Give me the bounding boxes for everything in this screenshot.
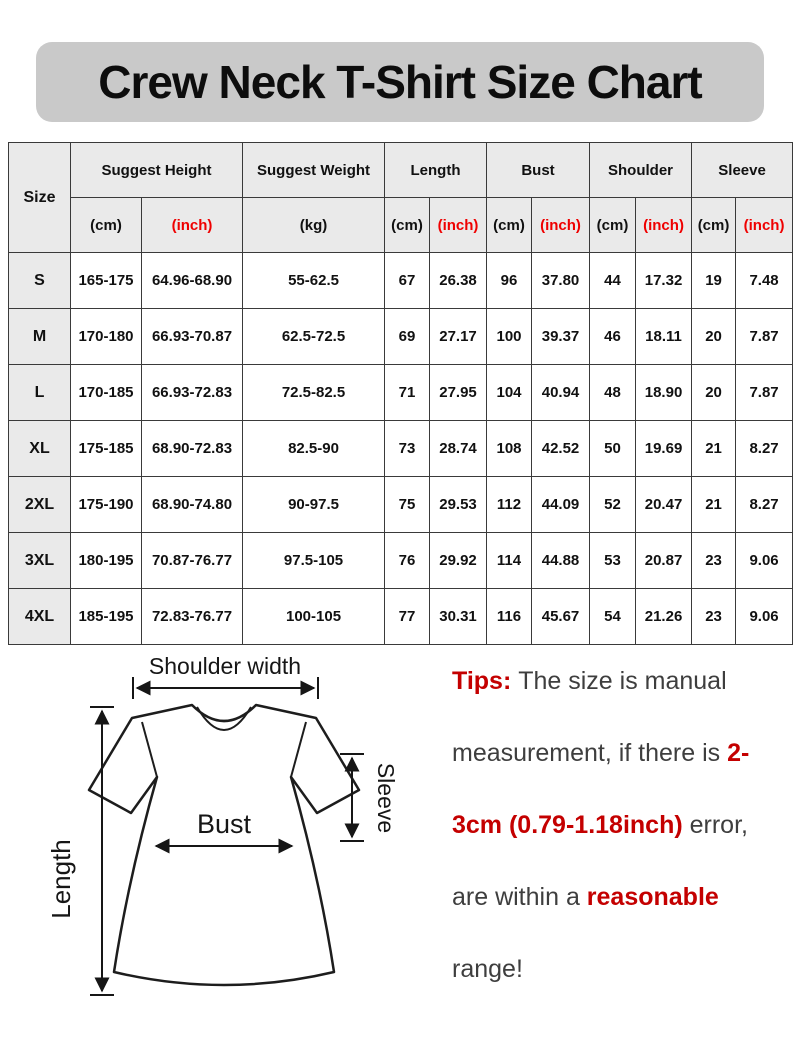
unit-weight-kg: (kg) — [243, 198, 385, 253]
size-label: M — [9, 309, 71, 365]
cell-length-inch: 26.38 — [430, 253, 487, 309]
cell-length-cm: 73 — [385, 421, 430, 477]
unit-height-inch: (inch) — [142, 198, 243, 253]
cell-sleeve-inch: 7.87 — [736, 365, 793, 421]
cell-height-inch: 70.87-76.77 — [142, 533, 243, 589]
header-sleeve: Sleeve — [692, 143, 793, 198]
cell-shoulder-cm: 52 — [590, 477, 636, 533]
size-label: 4XL — [9, 589, 71, 645]
size-label: XL — [9, 421, 71, 477]
tips-line — [452, 933, 797, 1005]
cell-length-cm: 76 — [385, 533, 430, 589]
tips-line — [452, 789, 797, 861]
cell-height-inch: 66.93-72.83 — [142, 365, 243, 421]
cell-sleeve-inch: 7.48 — [736, 253, 793, 309]
cell-shoulder-cm: 48 — [590, 365, 636, 421]
cell-shoulder-cm: 50 — [590, 421, 636, 477]
cell-bust-cm: 96 — [487, 253, 532, 309]
cell-shoulder-inch: 18.90 — [636, 365, 692, 421]
cell-bust-cm: 108 — [487, 421, 532, 477]
cell-shoulder-inch: 18.11 — [636, 309, 692, 365]
tips-segment-red: reasonable — [586, 883, 719, 911]
cell-height-cm: 175-190 — [71, 477, 142, 533]
table-row — [9, 309, 793, 365]
unit-height-cm: (cm) — [71, 198, 142, 253]
size-label: 3XL — [9, 533, 71, 589]
cell-shoulder-cm: 44 — [590, 253, 636, 309]
cell-sleeve-cm: 23 — [692, 589, 736, 645]
sleeve-label: Sleeve — [373, 762, 399, 834]
cell-length-inch: 27.95 — [430, 365, 487, 421]
header-bust: Bust — [487, 143, 590, 198]
tips-line — [452, 645, 797, 717]
cell-bust-inch: 44.09 — [532, 477, 590, 533]
shoulder-width-label: Shoulder width — [148, 653, 302, 679]
cell-length-cm: 77 — [385, 589, 430, 645]
header-shoulder: Shoulder — [590, 143, 692, 198]
unit-length-inch: (inch) — [430, 198, 487, 253]
header-suggest-weight: Suggest Weight — [243, 143, 385, 198]
cell-sleeve-cm: 19 — [692, 253, 736, 309]
cell-sleeve-cm: 20 — [692, 309, 736, 365]
cell-length-cm: 69 — [385, 309, 430, 365]
table-row — [9, 365, 793, 421]
tips-line — [452, 861, 797, 933]
unit-shoulder-inch: (inch) — [636, 198, 692, 253]
cell-height-inch: 68.90-74.80 — [142, 477, 243, 533]
cell-height-cm: 175-185 — [71, 421, 142, 477]
cell-height-inch: 66.93-70.87 — [142, 309, 243, 365]
cell-length-inch: 30.31 — [430, 589, 487, 645]
cell-height-inch: 64.96-68.90 — [142, 253, 243, 309]
cell-bust-inch: 45.67 — [532, 589, 590, 645]
cell-height-cm: 185-195 — [71, 589, 142, 645]
cell-bust-cm: 104 — [487, 365, 532, 421]
tips-segment: range! — [452, 955, 523, 983]
cell-height-inch: 68.90-72.83 — [142, 421, 243, 477]
cell-sleeve-inch: 8.27 — [736, 477, 793, 533]
page-title: Crew Neck T-Shirt Size Chart — [98, 56, 702, 108]
cell-sleeve-inch: 7.87 — [736, 309, 793, 365]
cell-bust-cm: 100 — [487, 309, 532, 365]
cell-height-cm: 170-180 — [71, 309, 142, 365]
cell-weight-kg: 82.5-90 — [243, 421, 385, 477]
length-label: Length — [46, 839, 76, 919]
table-row — [9, 533, 793, 589]
tips-segment: The size is manual — [518, 667, 727, 695]
tshirt-diagram-svg — [18, 650, 448, 1038]
cell-sleeve-cm: 20 — [692, 365, 736, 421]
unit-sleeve-inch: (inch) — [736, 198, 793, 253]
cell-weight-kg: 100-105 — [243, 589, 385, 645]
cell-shoulder-cm: 46 — [590, 309, 636, 365]
header-length: Length — [385, 143, 487, 198]
tips-line — [452, 717, 797, 789]
cell-length-inch: 27.17 — [430, 309, 487, 365]
header-suggest-height: Suggest Height — [71, 143, 243, 198]
cell-sleeve-cm: 21 — [692, 421, 736, 477]
cell-length-cm: 67 — [385, 253, 430, 309]
cell-bust-inch: 39.37 — [532, 309, 590, 365]
cell-shoulder-cm: 54 — [590, 589, 636, 645]
cell-shoulder-inch: 19.69 — [636, 421, 692, 477]
title-banner — [36, 42, 764, 122]
cell-length-inch: 29.53 — [430, 477, 487, 533]
cell-height-cm: 165-175 — [71, 253, 142, 309]
tips-prefix: Tips: — [452, 667, 519, 695]
unit-bust-inch: (inch) — [532, 198, 590, 253]
unit-shoulder-cm: (cm) — [590, 198, 636, 253]
tips-text — [452, 645, 797, 1005]
cell-bust-cm: 116 — [487, 589, 532, 645]
tips-segment-red: 3cm (0.79-1.18inch) — [452, 811, 683, 839]
cell-weight-kg: 55-62.5 — [243, 253, 385, 309]
tips-segment-red: 2- — [727, 739, 750, 767]
cell-bust-cm: 112 — [487, 477, 532, 533]
cell-weight-kg: 62.5-72.5 — [243, 309, 385, 365]
cell-weight-kg: 90-97.5 — [243, 477, 385, 533]
cell-weight-kg: 72.5-82.5 — [243, 365, 385, 421]
tips-segment: error, — [682, 811, 748, 839]
size-chart-table — [8, 142, 793, 645]
cell-shoulder-inch: 20.87 — [636, 533, 692, 589]
cell-bust-inch: 42.52 — [532, 421, 590, 477]
table-row — [9, 589, 793, 645]
cell-weight-kg: 97.5-105 — [243, 533, 385, 589]
unit-bust-cm: (cm) — [487, 198, 532, 253]
cell-bust-inch: 37.80 — [532, 253, 590, 309]
unit-sleeve-cm: (cm) — [692, 198, 736, 253]
cell-shoulder-inch: 17.32 — [636, 253, 692, 309]
size-label: S — [9, 253, 71, 309]
cell-sleeve-cm: 21 — [692, 477, 736, 533]
cell-height-cm: 170-185 — [71, 365, 142, 421]
cell-shoulder-inch: 21.26 — [636, 589, 692, 645]
cell-length-cm: 75 — [385, 477, 430, 533]
cell-height-cm: 180-195 — [71, 533, 142, 589]
cell-shoulder-inch: 20.47 — [636, 477, 692, 533]
tips-segment: measurement, if there is — [452, 739, 728, 767]
cell-shoulder-cm: 53 — [590, 533, 636, 589]
cell-height-inch: 72.83-76.77 — [142, 589, 243, 645]
cell-sleeve-inch: 9.06 — [736, 589, 793, 645]
cell-bust-inch: 44.88 — [532, 533, 590, 589]
size-label: L — [9, 365, 71, 421]
cell-sleeve-cm: 23 — [692, 533, 736, 589]
bust-label: Bust — [196, 809, 252, 839]
cell-sleeve-inch: 9.06 — [736, 533, 793, 589]
cell-bust-inch: 40.94 — [532, 365, 590, 421]
cell-bust-cm: 114 — [487, 533, 532, 589]
table-units-row — [9, 198, 793, 253]
table-header-row — [9, 143, 793, 198]
cell-length-inch: 29.92 — [430, 533, 487, 589]
cell-sleeve-inch: 8.27 — [736, 421, 793, 477]
size-label: 2XL — [9, 477, 71, 533]
table-row — [9, 477, 793, 533]
cell-length-inch: 28.74 — [430, 421, 487, 477]
cell-length-cm: 71 — [385, 365, 430, 421]
tips-segment: are within a — [452, 883, 587, 911]
header-size: Size — [9, 143, 71, 253]
table-row — [9, 253, 793, 309]
unit-length-cm: (cm) — [385, 198, 430, 253]
tshirt-measurement-diagram — [18, 650, 448, 1038]
table-row — [9, 421, 793, 477]
